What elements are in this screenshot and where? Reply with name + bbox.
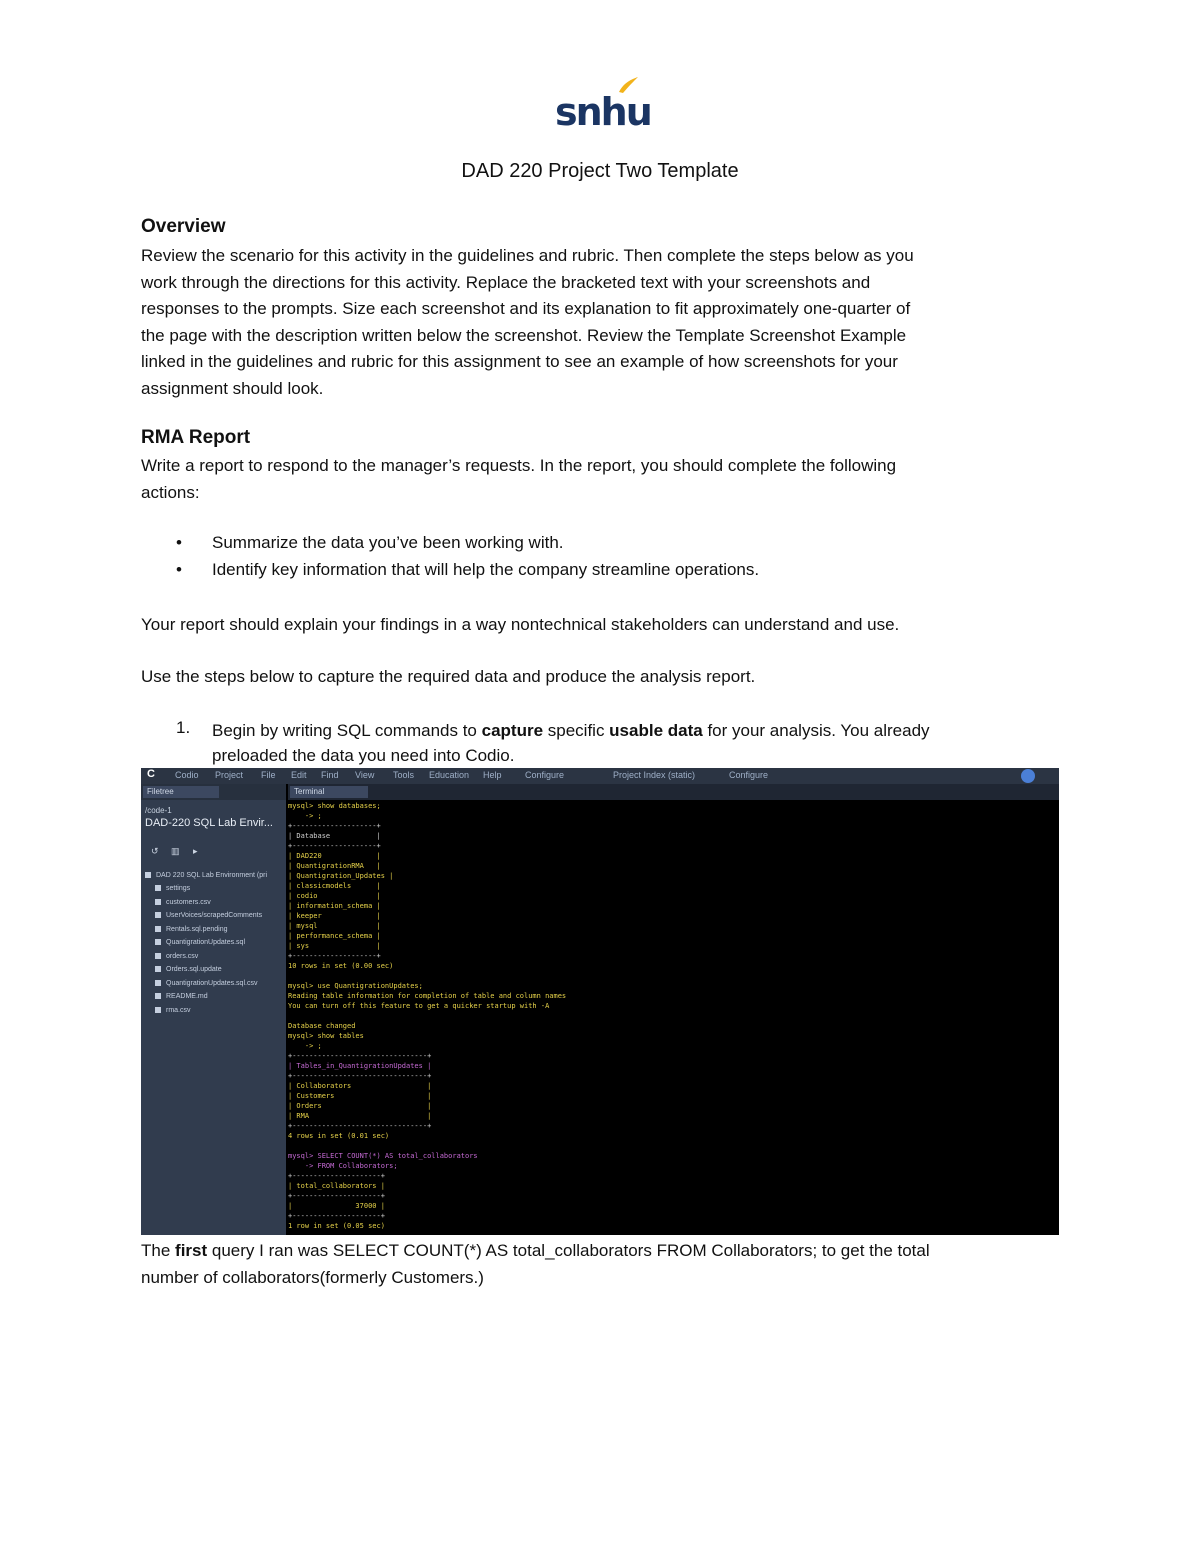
step-bold-usable-data: usable data [609, 721, 703, 740]
terminal-line: | total_collaborators | [288, 1182, 385, 1190]
document-title: DAD 220 Project Two Template [461, 160, 739, 182]
file-item[interactable] [155, 939, 245, 946]
file-label: orders.csv [166, 953, 199, 960]
terminal-line: | Database | [288, 832, 381, 840]
caption-bold: first [175, 1241, 208, 1260]
terminal-line: | QuantigrationRMA | [288, 862, 381, 870]
step-bold-capture: capture [481, 721, 544, 740]
bullet-item: Summarize the data you’ve been working with. [212, 533, 564, 552]
refresh-icon[interactable]: ↺ [151, 846, 159, 856]
terminal-line: -> ; [288, 812, 322, 820]
file-item[interactable] [155, 926, 228, 933]
terminal-line: mysql> SELECT COUNT(*) AS total_collaborators [288, 1152, 478, 1160]
terminal-line: +--------------------------------+ [288, 1072, 432, 1080]
terminal-line: | mysql | [288, 922, 381, 930]
menu-item[interactable]: Find [321, 770, 339, 780]
terminal-line: | Orders | [288, 1102, 432, 1110]
terminal-line: +---------------------+ [288, 1192, 385, 1200]
file-item[interactable] [155, 980, 257, 987]
caption-line: number of collaborators(formerly Customers.) [141, 1268, 484, 1287]
menu-item[interactable]: Project Index (static) [613, 770, 696, 780]
file-icon [155, 912, 161, 918]
terminal-line: | codio | [288, 892, 381, 900]
file-icon [155, 993, 161, 999]
step-line [212, 718, 1062, 743]
tree-root-label: DAD 220 SQL Lab Environment (pri [156, 872, 268, 879]
overview-heading: Overview [141, 216, 226, 237]
file-item[interactable] [155, 899, 211, 906]
file-label: UserVoices/scrapedComments [166, 912, 263, 919]
file-label: Rentals.sql.pending [166, 926, 228, 933]
codio-menubar [141, 768, 1059, 784]
overview-line: assignment should look. [141, 378, 324, 398]
step-number: 1. [176, 718, 191, 737]
overview-line: Review the scenario for this activity in the guidelines and rubric. Then complete the steps below as you [141, 246, 914, 265]
file-item[interactable] [155, 1007, 191, 1014]
terminal-line: 1 row in set (0.05 sec) [288, 1222, 385, 1230]
terminal-line: | 37000 | [288, 1202, 385, 1210]
screenshot-caption [141, 1237, 1061, 1291]
menu-item[interactable]: Configure [729, 770, 769, 780]
menu-item[interactable]: Education [429, 770, 470, 780]
file-icon [155, 939, 161, 945]
logo-wordmark: snhu [555, 90, 651, 134]
terminal-line: 10 rows in set (0.00 sec) [288, 962, 394, 970]
terminal-line: | RMA | [288, 1112, 432, 1120]
terminal-line: | classicmodels | [288, 882, 381, 890]
terminal-line: Database changed [288, 1022, 356, 1030]
terminal-line: -> FROM Collaborators; [288, 1162, 398, 1170]
file-label: QuantigrationUpdates.sql [166, 939, 245, 946]
tab-filetree[interactable]: Filetree [143, 786, 219, 798]
file-item[interactable] [155, 993, 208, 1000]
file-tree-panel [141, 784, 286, 1235]
rma-heading: RMA Report [141, 427, 251, 448]
step-text-post: for your analysis. You already [702, 721, 930, 740]
rma-intro [141, 453, 1061, 506]
steps-paragraph: Use the steps below to capture the required data and produce the analysis report. [141, 667, 756, 686]
caption-rest: query I ran was SELECT COUNT(*) AS total_collaborators FROM Collaborators; to get the total [207, 1241, 930, 1260]
project-path: /code-1 [145, 806, 172, 815]
tree-root[interactable] [145, 872, 267, 879]
terminal-line: +--------------------------------+ [288, 1122, 432, 1130]
menu-item[interactable]: Project [215, 770, 244, 780]
step-text [212, 718, 1062, 768]
terminal-line: | Quantigration_Updates | [288, 872, 394, 880]
file-label: Orders.sql.update [166, 966, 222, 973]
terminal-tabbar [288, 784, 1059, 800]
tab-terminal[interactable]: Terminal [290, 786, 368, 798]
terminal-line: mysql> show databases; [288, 802, 381, 810]
terminal-line: You can turn off this feature to get a quicker startup with -A [288, 1002, 550, 1010]
caption-line [141, 1237, 1061, 1264]
terminal-line: +--------------------+ [288, 842, 381, 850]
overview-line: the page with the description written below the screenshot. Review the Template Screenshot Example [141, 325, 907, 345]
terminal-line: | Customers | [288, 1092, 432, 1100]
bullet-item: Identify key information that will help the company streamline operations. [212, 560, 760, 579]
left-tabbar [141, 784, 286, 800]
file-label: QuantigrationUpdates.sql.csv [166, 980, 258, 987]
file-item[interactable] [155, 966, 222, 973]
terminal-line: | DAD220 | [288, 852, 381, 860]
file-icon [155, 1007, 161, 1013]
terminal-line: | performance_schema | [288, 932, 381, 940]
file-icon [155, 953, 161, 959]
terminal-line: -> ; [288, 1042, 322, 1050]
expand-icon[interactable]: ▸ [193, 846, 198, 856]
bullet-marker: • [176, 533, 182, 552]
user-avatar[interactable] [1021, 769, 1035, 783]
terminal-line: | sys | [288, 942, 381, 950]
report-paragraph: Your report should explain your findings in a way nontechnical stakeholders can understand and use. [141, 615, 900, 634]
terminal-line: | Tables_in_QuantigrationUpdates | [288, 1062, 432, 1070]
file-item[interactable] [155, 912, 262, 919]
file-icon [155, 966, 161, 972]
terminal-line: +---------------------+ [288, 1172, 385, 1180]
file-icon [155, 899, 161, 905]
terminal-line: mysql> show tables [288, 1032, 364, 1040]
step-text-pre: Begin by writing SQL commands to [212, 721, 482, 740]
step-line: preloaded the data you need into Codio. [212, 746, 515, 765]
terminal-line: +--------------------+ [288, 952, 381, 960]
file-label: rma.csv [166, 1007, 191, 1014]
file-icon [155, 980, 161, 986]
project-title[interactable]: DAD-220 SQL Lab Envir... [145, 817, 273, 829]
menu-item[interactable]: View [355, 770, 375, 780]
codio-logo-icon: C [147, 768, 155, 780]
menu-item[interactable]: Tools [393, 770, 415, 780]
file-label: settings [166, 885, 191, 892]
terminal-line: | keeper | [288, 912, 381, 920]
step-text-mid: specific [543, 721, 610, 740]
snhu-logo [555, 76, 651, 134]
file-item[interactable] [155, 953, 198, 960]
terminal-line: 4 rows in set (0.01 sec) [288, 1132, 390, 1140]
terminal-line: +--------------------------------+ [288, 1052, 432, 1060]
menu-item[interactable]: Configure [525, 770, 565, 780]
overview-line: work through the directions for this activity. Replace the bracketed text with your screenshots and [141, 272, 871, 292]
bullet-marker: • [176, 560, 182, 579]
terminal-output[interactable] [288, 802, 1059, 1235]
terminal-line: | information_schema | [288, 902, 381, 910]
menu-item[interactable]: Edit [291, 770, 307, 780]
file-icon [155, 885, 161, 891]
caption-pre: The [141, 1241, 176, 1260]
file-icon [155, 926, 161, 932]
overview-line: linked in the guidelines and rubric for this assignment to see an example of how screenshots for your [141, 352, 898, 371]
terminal-line: +---------------------+ [288, 1212, 385, 1220]
file-item[interactable] [155, 885, 190, 892]
rma-intro-line: Write a report to respond to the manager’s requests. In the report, you should complete the following [141, 456, 897, 475]
collapse-icon[interactable]: ▥ [171, 846, 180, 856]
terminal-line: Reading table information for completion of table and column names [288, 992, 567, 1000]
menu-item[interactable]: Help [483, 770, 502, 780]
codio-screenshot [141, 768, 1059, 1235]
file-label: customers.csv [166, 899, 211, 906]
menu-item[interactable]: File [261, 770, 276, 780]
terminal-line: mysql> use QuantigrationUpdates; [288, 982, 423, 990]
rma-intro-line: actions: [141, 482, 200, 502]
terminal-line: | Collaborators | [288, 1082, 432, 1090]
file-label: README.md [166, 993, 208, 1000]
terminal-line: +--------------------+ [288, 822, 381, 830]
overview-line: responses to the prompts. Size each screenshot and its explanation to fit approximately one-quarter of [141, 299, 911, 318]
lock-icon [145, 872, 151, 878]
menu-item[interactable]: Codio [175, 770, 199, 780]
overview-paragraph [141, 243, 1061, 402]
